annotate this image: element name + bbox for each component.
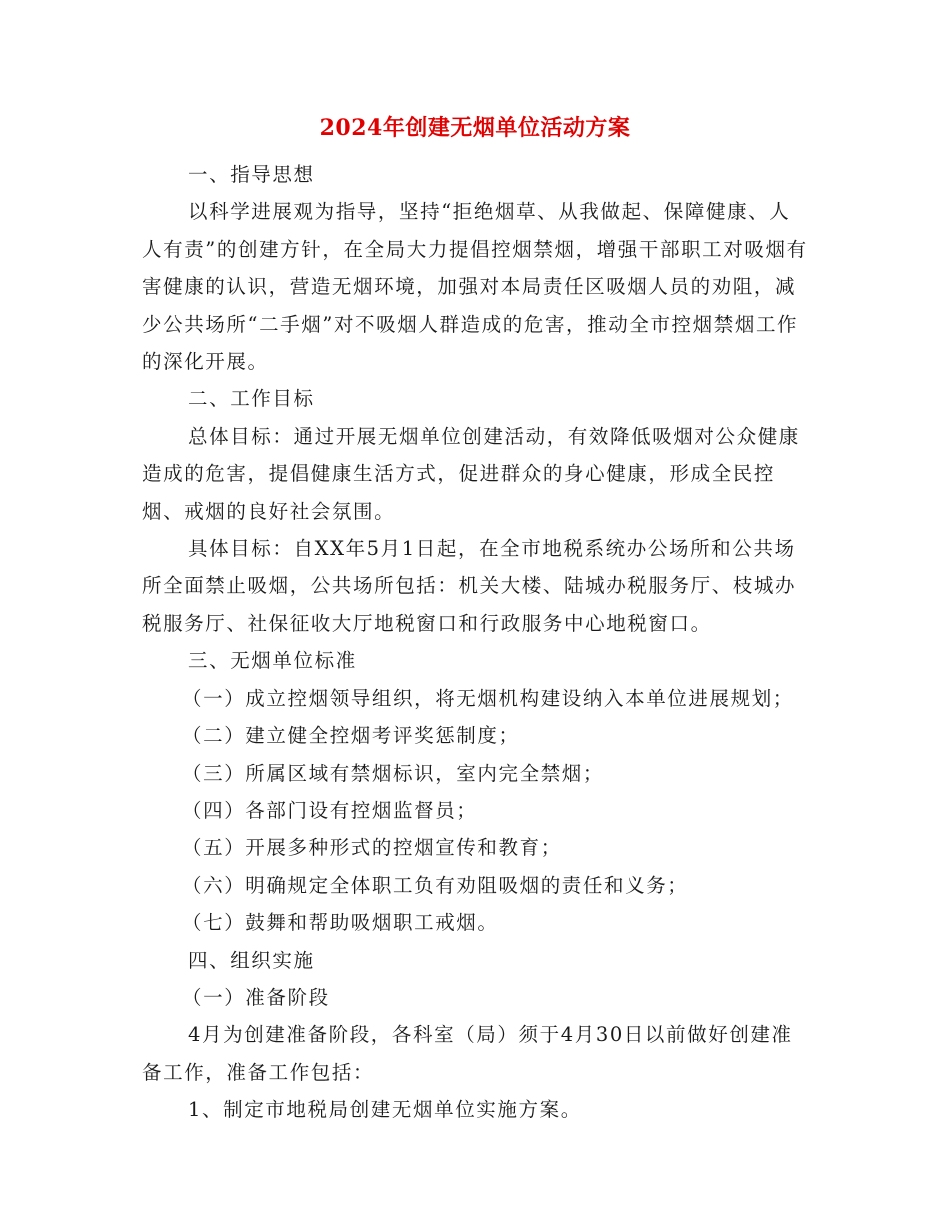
section-heading-guiding-ideology: 一、指导思想 bbox=[188, 163, 315, 186]
paragraph-specific-goal: 具体目标：自XX年5月1日起，在全市地税系统办公场所和公共场所全面禁止吸烟，公共场所包括：机关大楼、陆城办税服务厅、枝城办税服务厅、社保征收大厅地税窗口和行政服务中心地税窗口。 bbox=[142, 537, 797, 635]
standard-item-3: （三）所属区域有禁烟标识，室内完全禁烟； bbox=[182, 761, 605, 785]
standard-item-4: （四）各部门设有控烟监督员； bbox=[182, 798, 478, 822]
paragraph-preparation: 4月为创建准备阶段，各科室（局）须于4月30日以前做好创建准备工作，准备工作包括： bbox=[142, 1023, 793, 1084]
standard-item-7: （七）鼓舞和帮助吸烟职工戒烟。 bbox=[182, 911, 499, 935]
subsection-heading-preparation: （一）准备阶段 bbox=[182, 985, 330, 1009]
standard-item-5: （五）开展多种形式的控烟宣传和教育； bbox=[182, 836, 562, 860]
standard-item-6: （六）明确规定全体职工负有劝阻吸烟的责任和义务； bbox=[182, 873, 689, 897]
document-title: 2024年创建无烟单位活动方案 bbox=[319, 115, 631, 141]
paragraph-overall-goal: 总体目标：通过开展无烟单位创建活动，有效降低吸烟对公众健康造成的危害，提倡健康生活方式，促进群众的身心健康，形成全民控烟、戒烟的良好社会氛围。 bbox=[142, 424, 800, 523]
section-heading-work-goals: 二、工作目标 bbox=[188, 387, 315, 411]
section-heading-standards: 三、无烟单位标准 bbox=[188, 649, 357, 673]
document-body bbox=[142, 156, 808, 1129]
paragraph-step-1: 1、制定市地税局创建无烟单位实施方案。 bbox=[188, 1098, 582, 1122]
standard-item-1: （一）成立控烟领导组织，将无烟机构建设纳入本单位进展规划； bbox=[182, 686, 794, 710]
standard-item-2: （二）建立健全控烟考评奖惩制度； bbox=[182, 724, 520, 748]
section-heading-implementation: 四、组织实施 bbox=[188, 948, 315, 972]
paragraph-guiding-ideology: 以科学进展观为指导，坚持“拒绝烟草、从我做起、保障健康、人人有责”的创建方针，在全局大力提倡控烟禁烟，增强干部职工对吸烟有害健康的认识，营造无烟环境，加强对本局责任区吸烟人员的劝阻，减少公共场所“二手烟”对不吸烟人群造成的危害，推动全市控烟禁烟工作的深化开展。 bbox=[142, 200, 808, 374]
